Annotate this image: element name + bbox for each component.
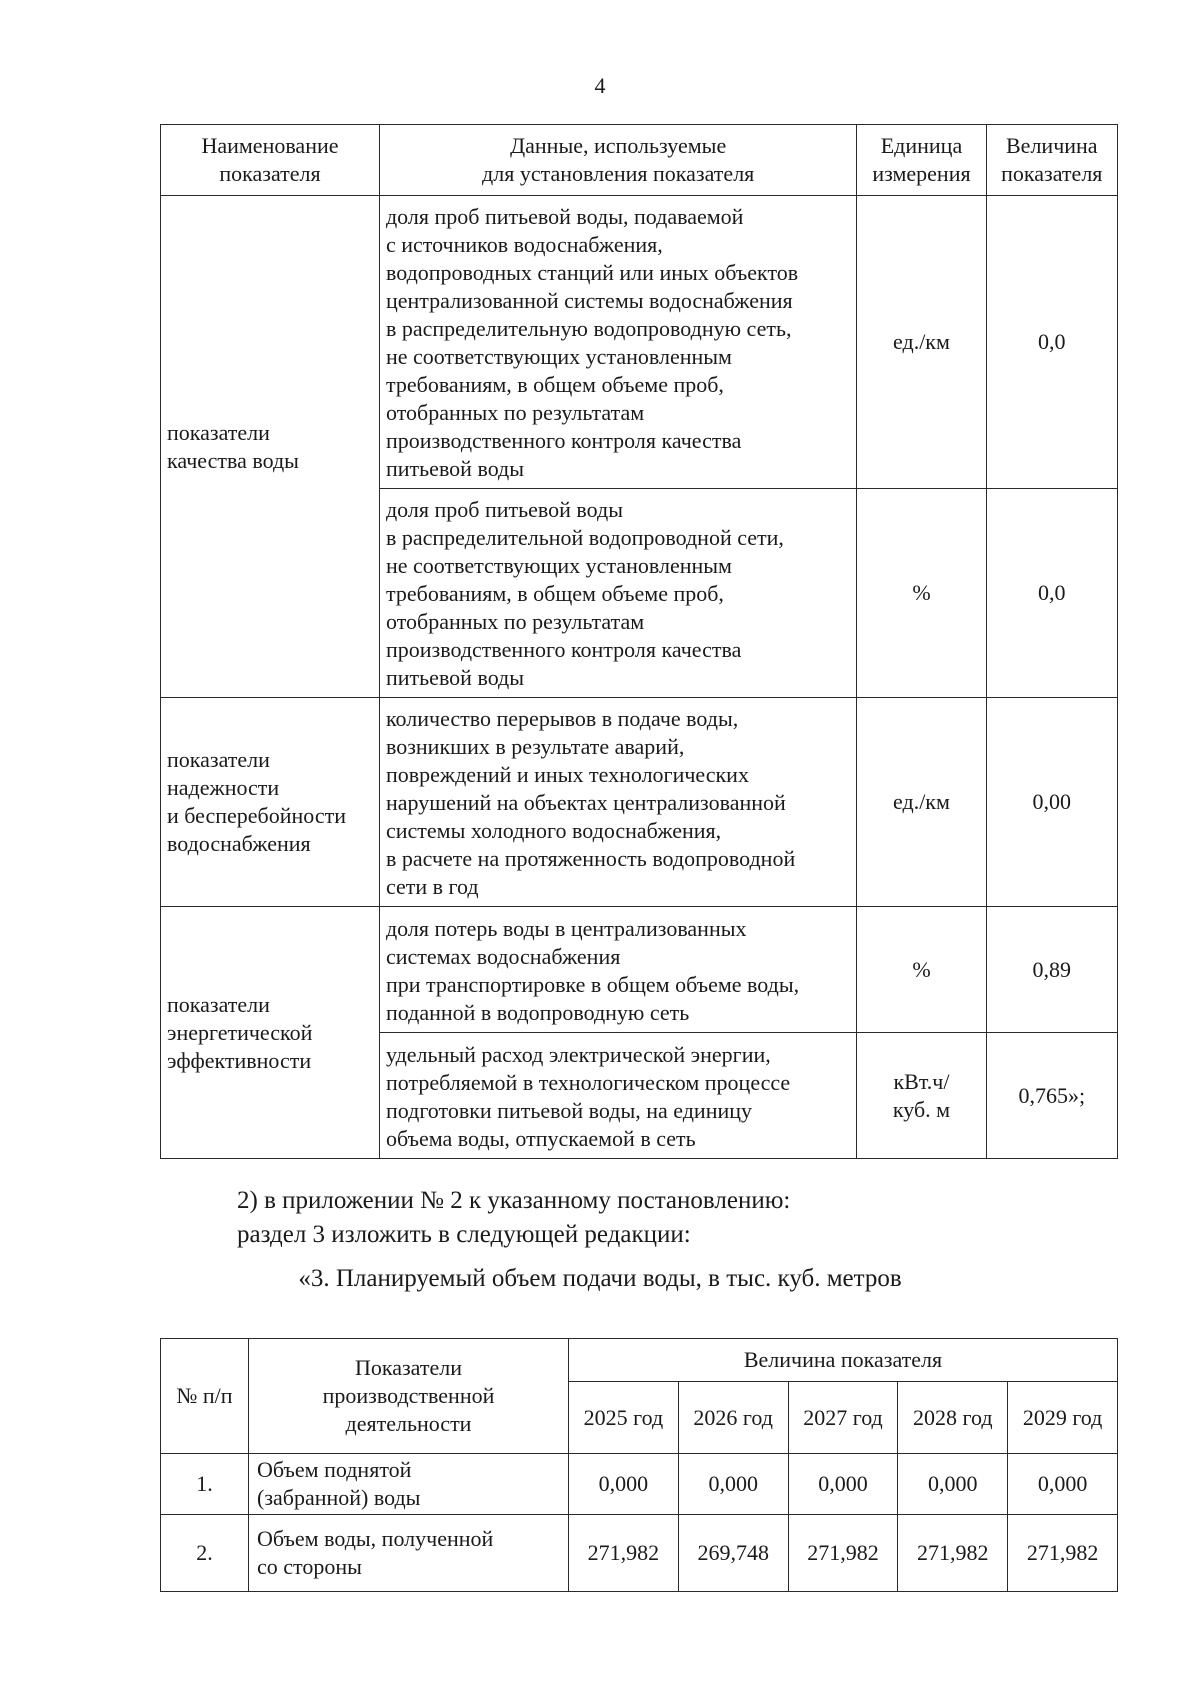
text-line: системы холодного водоснабжения,: [385, 818, 722, 843]
header-value-group: Величина показателя: [569, 1339, 1118, 1382]
text-line: показатели: [167, 419, 270, 445]
text-line: водоснабжения: [167, 831, 311, 856]
page-number: 4: [594, 73, 606, 98]
text-line: куб. м: [892, 1096, 951, 1122]
text-line: удельный расход электрической энергии,: [385, 1041, 771, 1067]
text-line: возникших в результате аварий,: [385, 734, 685, 759]
indicator-value: 0,00: [986, 698, 1117, 907]
indicator-unit: [857, 489, 986, 698]
row-value: 0,000: [898, 1454, 1008, 1515]
text-line: централизованной системы водоснабжения: [385, 288, 793, 313]
text-line: с источников водоснабжения,: [385, 232, 663, 257]
amendment-paragraph-line-1: 2) в приложении № 2 к указанному постановлению:: [237, 1187, 791, 1214]
indicator-value: 0,0: [986, 489, 1117, 698]
row-value: 271,982: [1008, 1515, 1118, 1592]
text-line: со стороны: [257, 1554, 362, 1579]
text-line: производственного контроля качества: [385, 637, 742, 662]
row-value: 0,000: [1008, 1454, 1118, 1515]
text-line: объема воды, отпускаемой в сеть: [385, 1125, 696, 1151]
header-year: 2026 год: [678, 1382, 788, 1454]
text-line: доля проб питьевой воды: [385, 497, 623, 522]
text-line: %: [912, 956, 931, 982]
text-line: в распределительную водопроводную сеть,: [385, 316, 792, 341]
text-line: требованиям, в общем объеме проб,: [385, 581, 724, 606]
text-line: водопроводных станций или иных объектов: [385, 260, 799, 285]
text-line: поданной в водопроводную сеть: [385, 999, 690, 1025]
text-line: (забранной) воды: [257, 1485, 421, 1510]
text-line: питьевой воды: [385, 665, 525, 690]
indicator-group-name: [161, 907, 380, 1159]
indicator-value: 0,89: [986, 907, 1117, 1033]
text-line: показателя: [219, 161, 321, 186]
text-line: %: [912, 580, 931, 605]
text-line: в расчете на протяженность водопроводной: [385, 846, 796, 871]
row-value: 271,982: [569, 1515, 679, 1592]
text-line: не соответствующих установленным: [385, 553, 732, 578]
text-line: эффективности: [167, 1047, 312, 1073]
text-line: доля проб питьевой воды, подаваемой: [385, 204, 744, 229]
text-line: и бесперебойности: [167, 803, 346, 828]
text-line: для установления показателя: [482, 161, 755, 186]
text-line: отобранных по результатам: [385, 609, 645, 634]
indicator-group-name: [161, 698, 380, 907]
indicators-table-header-row: [161, 125, 1118, 196]
text-line: энергетической: [167, 1019, 313, 1045]
indicator-data-text: [379, 698, 856, 907]
text-line: сети в год: [385, 874, 479, 899]
header-year: 2028 год: [898, 1382, 1008, 1454]
table-row: [161, 698, 1118, 907]
text-line: кВт.ч/: [893, 1068, 950, 1094]
text-line: Объем воды, полученной: [257, 1526, 494, 1551]
text-line: требованиям, в общем объеме проб,: [385, 372, 724, 397]
text-line: производственной: [322, 1383, 495, 1408]
text-line: производственного контроля качества: [385, 428, 742, 453]
row-value: 0,000: [678, 1454, 788, 1515]
table-row: [161, 196, 1118, 489]
text-line: нарушений на объектах централизованной: [385, 790, 786, 815]
indicator-value: 0,765»;: [986, 1033, 1117, 1159]
header-indicator-name: [161, 125, 380, 196]
header-value: [986, 125, 1117, 196]
text-line: отобранных по результатам: [385, 400, 645, 425]
row-value: 271,982: [898, 1515, 1008, 1592]
text-line: питьевой воды: [385, 456, 525, 481]
row-value: 0,000: [788, 1454, 898, 1515]
header-year: 2029 год: [1008, 1382, 1118, 1454]
text-line: подготовки питьевой воды, на единицу: [385, 1097, 753, 1123]
section-title: «3. Планируемый объем подачи воды, в тыс. куб. метров: [298, 1265, 902, 1292]
header-unit: [857, 125, 986, 196]
text-line: Объем поднятой: [257, 1457, 412, 1482]
indicator-data-text: [379, 489, 856, 698]
text-line: показателя: [1001, 161, 1103, 186]
water-supply-volume-table: [160, 1338, 1118, 1592]
text-line: Единица: [880, 133, 963, 158]
header-year: 2027 год: [788, 1382, 898, 1454]
row-value: 269,748: [678, 1515, 788, 1592]
indicators-table: [160, 124, 1118, 1159]
text-line: не соответствующих установленным: [385, 344, 732, 369]
indicator-data-text: [379, 1033, 856, 1159]
text-line: измерения: [872, 161, 971, 186]
indicator-unit: [857, 1033, 986, 1159]
row-number: 1.: [161, 1454, 249, 1515]
indicator-data-text: [379, 196, 856, 489]
indicator-unit: [857, 196, 986, 489]
indicator-unit: [857, 698, 986, 907]
table-row: [161, 1454, 1118, 1515]
text-line: потребляемой в технологическом процессе: [385, 1069, 791, 1095]
text-line: показатели: [167, 747, 270, 772]
text-line: повреждений и иных технологических: [385, 762, 749, 787]
row-number: 2.: [161, 1515, 249, 1592]
indicator-unit: [857, 907, 986, 1033]
text-line: доля потерь воды в централизованных: [385, 915, 747, 941]
text-line: при транспортировке в общем объеме воды,: [385, 971, 800, 997]
table-row: [161, 907, 1118, 1033]
text-line: надежности: [167, 775, 280, 800]
text-line: Наименование: [201, 133, 339, 158]
text-line: системах водоснабжения: [385, 943, 621, 969]
text-line: Данные, используемые: [510, 133, 727, 158]
text-line: деятельности: [345, 1411, 472, 1436]
text-line: качества воды: [167, 447, 299, 473]
row-indicator-name: [249, 1515, 569, 1592]
text-line: ед./км: [893, 329, 950, 354]
row-value: 271,982: [788, 1515, 898, 1592]
text-line: Величина: [1006, 133, 1098, 158]
amendment-paragraph-line-2: раздел 3 изложить в следующей редакции:: [237, 1221, 691, 1248]
text-line: ед./км: [893, 789, 950, 814]
text-line: Показатели: [354, 1355, 463, 1380]
header-indicators: [249, 1339, 569, 1454]
table-header-row: [161, 1339, 1118, 1382]
indicator-value: 0,0: [986, 196, 1117, 489]
indicator-group-name: [161, 196, 380, 698]
row-value: 0,000: [569, 1454, 679, 1515]
table-row: [161, 1515, 1118, 1592]
row-indicator-name: [249, 1454, 569, 1515]
text-line: количество перерывов в подаче воды,: [385, 706, 739, 731]
header-year: 2025 год: [569, 1382, 679, 1454]
indicator-data-text: [379, 907, 856, 1033]
text-line: в распределительной водопроводной сети,: [385, 525, 784, 550]
header-row-number: № п/п: [161, 1339, 249, 1454]
header-data-used: [379, 125, 856, 196]
text-line: показатели: [167, 991, 270, 1017]
